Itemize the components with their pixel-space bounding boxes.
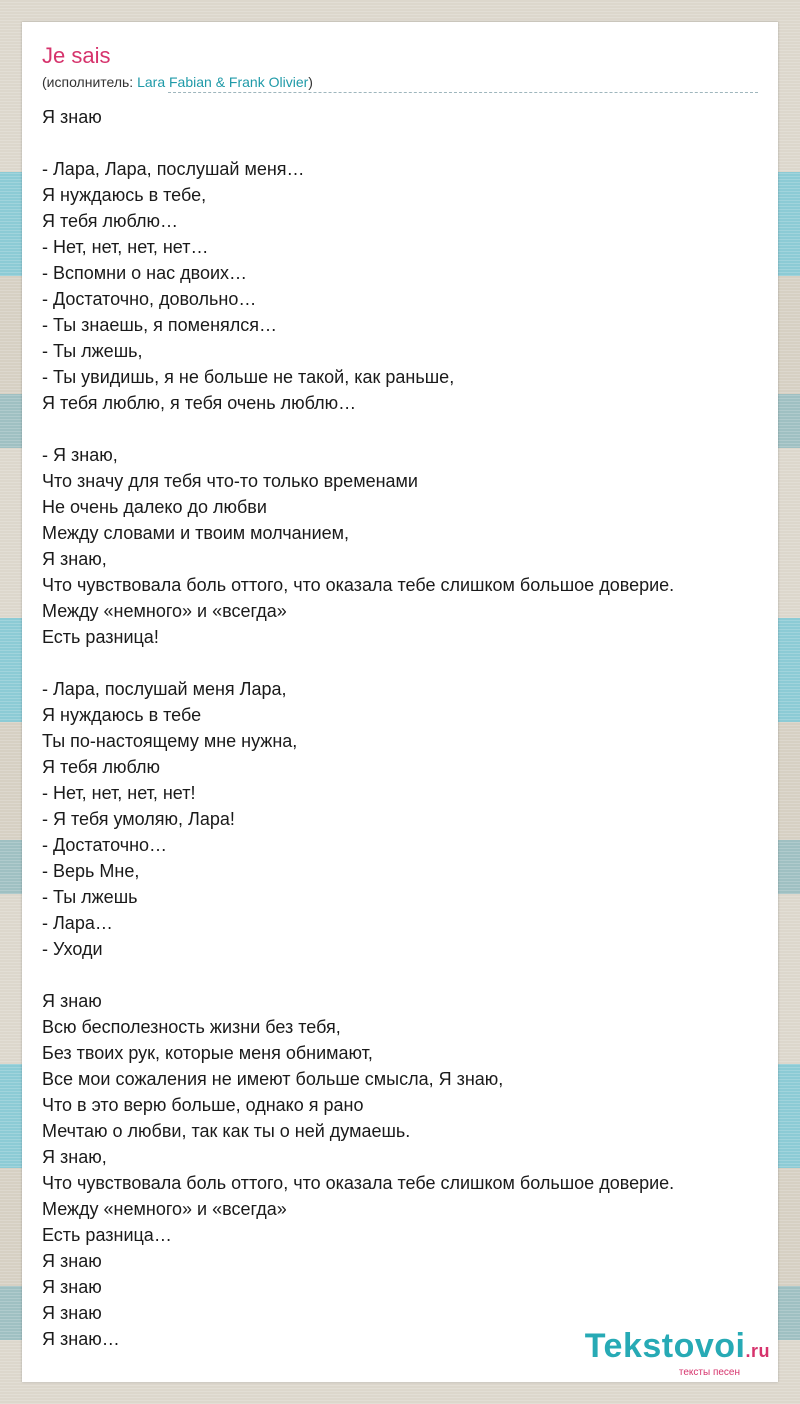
lyrics-text — [42, 104, 762, 1352]
performer-prefix: (исполнитель: — [42, 74, 138, 90]
lyric-line: Я знаю — [42, 991, 102, 1011]
lyric-line: Есть разница! — [42, 627, 159, 647]
lyric-line — [42, 962, 762, 988]
performer-link[interactable]: Lara Fabian & Frank Olivier — [137, 74, 309, 90]
lyric-line: Я тебя люблю, я тебя очень люблю… — [42, 393, 357, 413]
lyric-line: Я тебя люблю — [42, 757, 161, 777]
lyric-line: - Уходи — [42, 939, 103, 959]
logo-name: Tekstovoi — [584, 1327, 746, 1365]
lyric-line: - Ты лжешь, — [42, 341, 143, 361]
lyric-line: - Достаточно… — [42, 835, 168, 855]
lyric-line: - Я знаю, — [42, 445, 118, 465]
lyric-line: Я знаю… — [42, 1329, 120, 1349]
lyric-line: Без твоих рук, которые меня обнимают, — [42, 1043, 373, 1063]
performer-suffix: ) — [308, 74, 313, 90]
lyric-line — [42, 650, 762, 676]
lyric-line: Между «немного» и «всегда» — [42, 601, 287, 621]
logo-tagline: тексты песен — [678, 1367, 740, 1378]
lyric-line: - Лара, Лара, послушай меня… — [42, 159, 305, 179]
lyric-line: Что значу для тебя что-то только временами — [42, 471, 418, 491]
lyric-line: Что в это верю больше, однако я рано — [42, 1095, 364, 1115]
lyric-line: Ты по-настоящему мне нужна, — [42, 731, 298, 751]
lyric-line: - Ты увидишь, я не больше не такой, как раньше, — [42, 367, 455, 387]
song-title: Je sais — [42, 43, 111, 68]
lyric-line: - Нет, нет, нет, нет! — [42, 783, 196, 803]
lyric-line: Между словами и твоим молчанием, — [42, 523, 350, 543]
lyric-line: Мечтаю о любви, так как ты о ней думаешь. — [42, 1121, 411, 1141]
lyric-line: - Лара, послушай меня Лара, — [42, 679, 287, 699]
lyric-line: Я нуждаюсь в тебе — [42, 705, 202, 725]
lyric-line: Я знаю — [42, 1277, 102, 1297]
lyric-line: Я знаю, — [42, 1147, 107, 1167]
lyrics-card — [22, 22, 778, 1382]
lyric-line: Есть разница… — [42, 1225, 172, 1245]
lyric-line: Что чувствовала боль оттого, что оказала тебе слишком большое доверие. — [42, 575, 675, 595]
lyric-line: Между «немного» и «всегда» — [42, 1199, 287, 1219]
logo-tld: .ru — [745, 1341, 770, 1361]
title-divider — [168, 92, 758, 93]
performer-line — [42, 73, 313, 91]
lyric-line: Не очень далеко до любви — [42, 497, 267, 517]
lyric-line: Всю бесполезность жизни без тебя, — [42, 1017, 341, 1037]
lyric-line: Я тебя люблю… — [42, 211, 179, 231]
lyric-line: Я знаю, — [42, 549, 107, 569]
lyric-line: Я знаю — [42, 1251, 102, 1271]
lyric-line: Все мои сожаления не имеют больше смысла, Я знаю, — [42, 1069, 504, 1089]
lyric-line — [42, 416, 762, 442]
lyric-line: - Ты лжешь — [42, 887, 138, 907]
lyric-line: Я знаю — [42, 107, 102, 127]
lyric-line: - Я тебя умоляю, Лара! — [42, 809, 235, 829]
lyric-line — [42, 130, 762, 156]
lyric-line: - Лара… — [42, 913, 113, 933]
lyric-line: - Верь Мне, — [42, 861, 140, 881]
lyric-line: Я знаю — [42, 1303, 102, 1323]
site-logo[interactable] — [585, 1329, 770, 1378]
lyric-line: - Ты знаешь, я поменялся… — [42, 315, 278, 335]
lyric-line: - Нет, нет, нет, нет… — [42, 237, 209, 257]
lyric-line: - Вспомни о нас двоих… — [42, 263, 248, 283]
lyric-line: Я нуждаюсь в тебе, — [42, 185, 207, 205]
lyric-line: Что чувствовала боль оттого, что оказала тебе слишком большое доверие. — [42, 1173, 675, 1193]
lyric-line: - Достаточно, довольно… — [42, 289, 257, 309]
